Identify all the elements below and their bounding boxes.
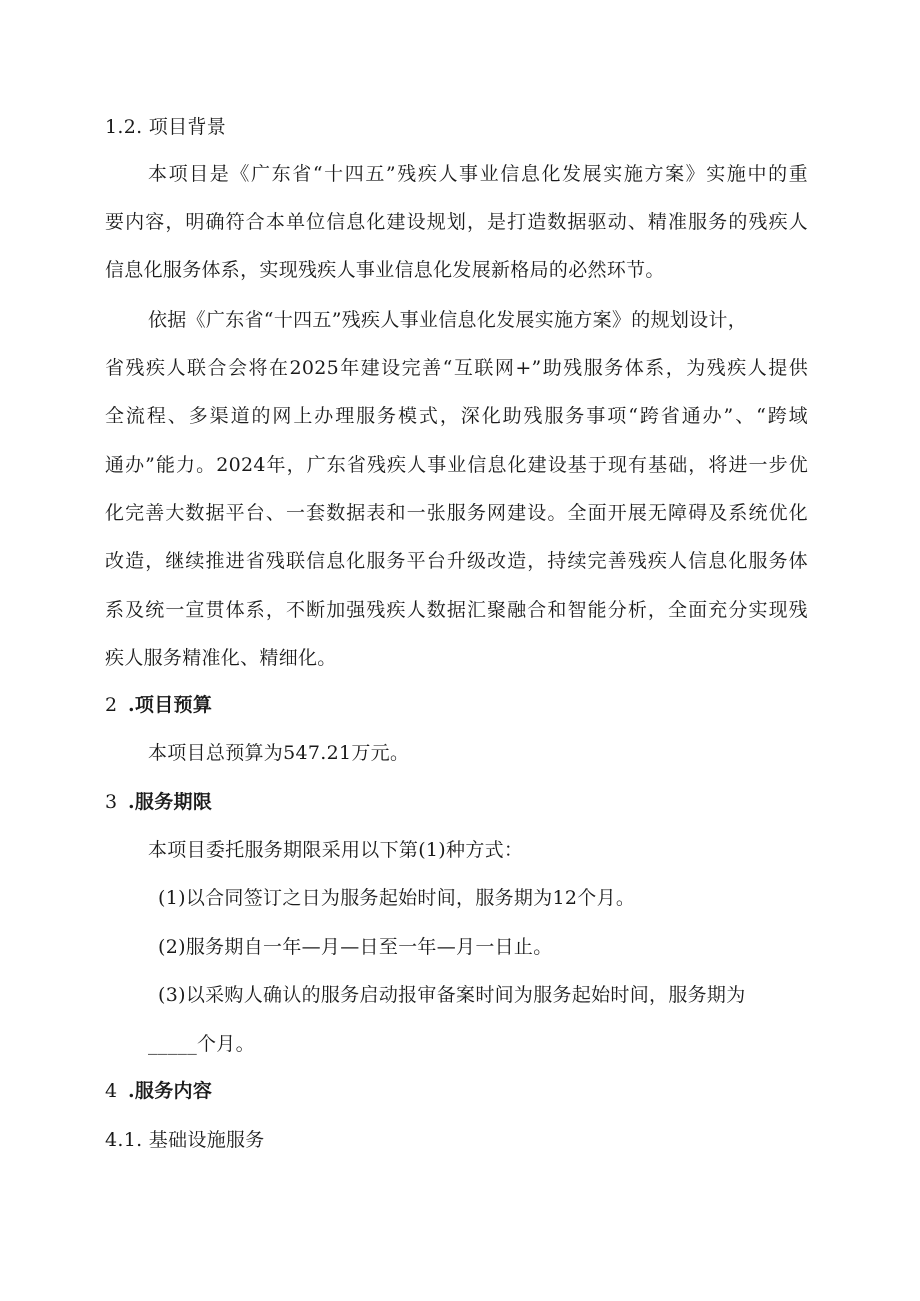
section-title: .项目预算 — [128, 694, 213, 716]
section-heading-4-1: 4.1. 基础设施服务 — [105, 1129, 265, 1151]
service-period-option-2: (2)服务期自一年—月—日至一年—月一日止。 — [158, 936, 553, 958]
service-period-option-3: (3)以采购人确认的服务启动报审备案时间为服务起始时间，服务期为 — [158, 984, 746, 1006]
paragraph-line: 依据《广东省“十四五”残疾人事业信息化发展实施方案》的规划设计， — [148, 309, 748, 331]
service-period-option-3-cont: _____个月。 — [148, 1033, 255, 1055]
paragraph-line: 改造，继续推进省残联信息化服务平台升级改造，持续完善残疾人信息化服务体 — [105, 550, 808, 572]
budget-text: 本项目总预算为547.21万元。 — [148, 742, 410, 764]
paragraph-line: 信息化服务体系，实现残疾人事业信息化发展新格局的必然环节。 — [105, 259, 665, 281]
paragraph-line: 全流程、多渠道的网上办理服务模式，深化助残服务事项“跨省通办”、“跨域 — [105, 405, 808, 427]
service-period-option-1: (1)以合同签订之日为服务起始时间，服务期为12个月。 — [158, 887, 636, 909]
paragraph-line: 省残疾人联合会将在2025年建设完善“互联网+”助残服务体系，为残疾人提供 — [105, 357, 808, 379]
paragraph-line: 本项目是《广东省“十四五”残疾人事业信息化发展实施方案》实施中的重 — [148, 163, 808, 185]
paragraph-line: 通办”能力。2024年，广东省残疾人事业信息化建设基于现有基础，将进一步优 — [105, 454, 808, 476]
paragraph-line: 系及统一宣贯体系，不断加强残疾人数据汇聚融合和智能分析，全面充分实现残 — [105, 599, 808, 621]
paragraph-line: 疾人服务精准化、精细化。 — [105, 647, 337, 669]
paragraph-line: 要内容，明确符合本单位信息化建设规划，是打造数据驱动、精准服务的残疾人 — [105, 211, 808, 233]
section-number: 3 — [105, 791, 118, 813]
section-heading-1-2: 1.2. 项目背景 — [105, 116, 226, 138]
section-number: 4 — [105, 1080, 118, 1102]
section-number: 2 — [105, 694, 118, 716]
section-title: .服务期限 — [128, 791, 213, 813]
service-period-intro: 本项目委托服务期限采用以下第(1)种方式： — [148, 839, 524, 861]
paragraph-line: 化完善大数据平台、一套数据表和一张服务网建设。全面开展无障碍及系统优化 — [105, 502, 808, 524]
section-title: .服务内容 — [128, 1080, 213, 1102]
